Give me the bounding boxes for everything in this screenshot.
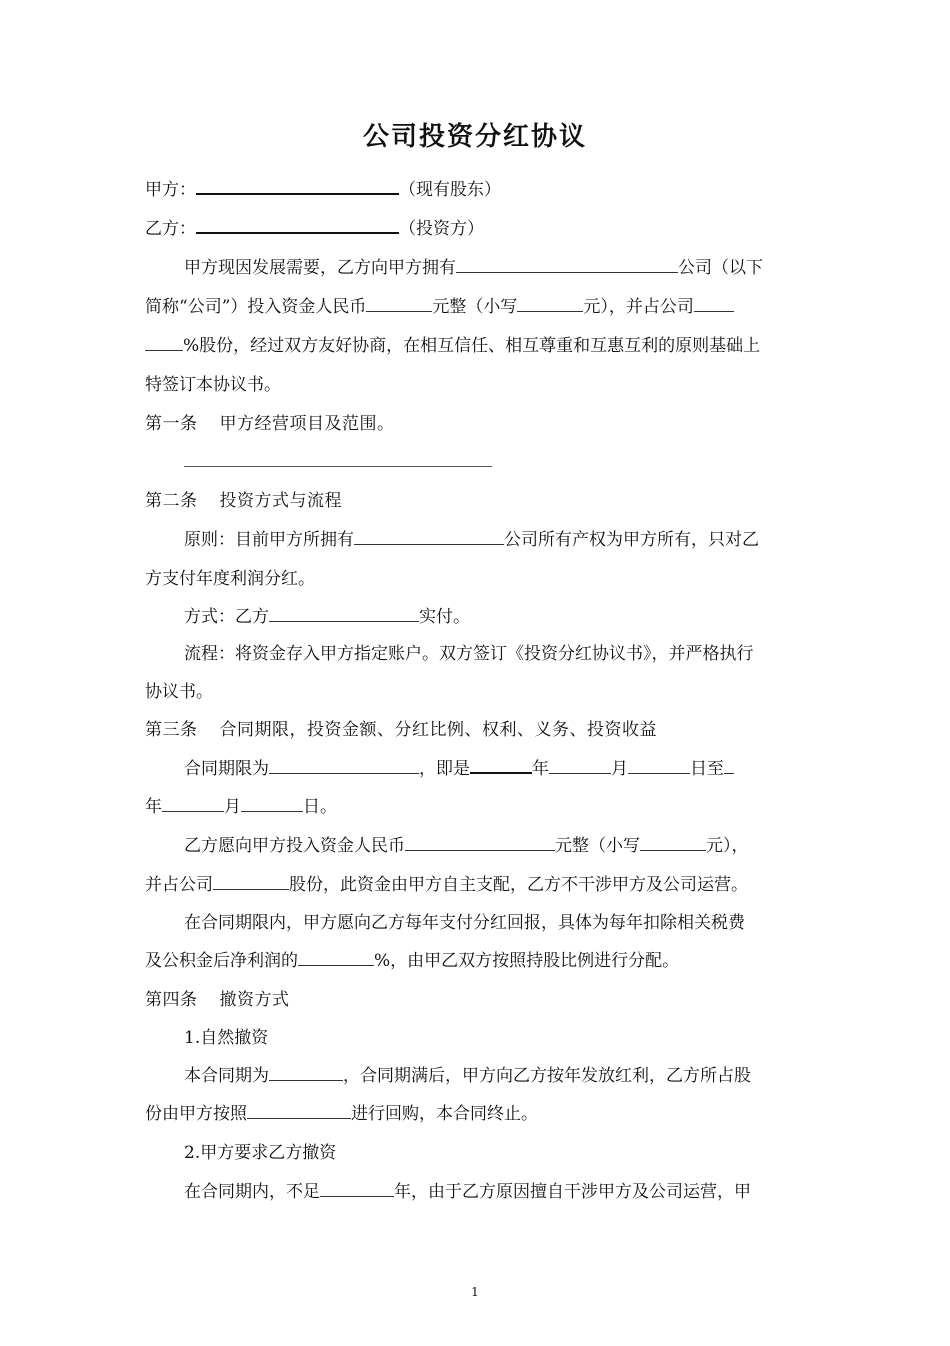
party-a-blank[interactable] xyxy=(196,179,399,195)
body-text: %，由甲乙双方按照持股比例进行分配。 xyxy=(374,951,680,971)
process-line-2 xyxy=(145,680,815,704)
share-blank[interactable] xyxy=(694,297,734,312)
body-text: 公司所有产权为甲方所有，只对乙 xyxy=(504,530,759,550)
article-title: 甲方经营项目及范围。 xyxy=(219,414,395,434)
document-title: 公司投资分红协议 xyxy=(362,122,587,152)
business-scope-blank[interactable] xyxy=(184,466,492,467)
body-text: 在合同期限内，甲方愿向乙方每年支付分红回报，具体为每年扣除相关税费 xyxy=(184,913,745,933)
party-b-line xyxy=(145,217,815,241)
body-text: 日至 xyxy=(690,759,724,779)
start-year-blank[interactable] xyxy=(470,758,532,774)
body-text: 元整（小写 xyxy=(555,836,640,856)
years-blank[interactable] xyxy=(320,1182,394,1197)
article-3-heading xyxy=(145,718,815,742)
section-title: 2.甲方要求乙方撤资 xyxy=(184,1143,337,1163)
body-text: 在合同期内，不足 xyxy=(184,1182,320,1202)
amount-blank[interactable] xyxy=(366,297,432,312)
body-text: 月 xyxy=(611,759,628,779)
article-number: 第一条 xyxy=(145,414,198,434)
payment-blank[interactable] xyxy=(269,607,419,622)
body-text: 份由甲方按照 xyxy=(145,1104,247,1124)
end-year-blank[interactable] xyxy=(724,759,734,774)
section-1-heading xyxy=(184,1026,815,1050)
amount-numeric-blank[interactable] xyxy=(517,297,583,312)
body-text: ，合同期满后，甲方向乙方按年发放红利，乙方所占股 xyxy=(343,1066,751,1086)
section-1-line-2 xyxy=(145,1102,815,1126)
section-2-line-1 xyxy=(184,1180,815,1204)
intro-line-4 xyxy=(145,373,815,397)
dividend-line-2 xyxy=(145,949,815,973)
company-blank[interactable] xyxy=(354,530,504,545)
body-text: ，即是 xyxy=(419,759,470,779)
article-number: 第二条 xyxy=(145,491,198,511)
term-line-1 xyxy=(184,757,815,781)
intro-text: 特签订本协议书。 xyxy=(145,375,281,395)
invest-line-2 xyxy=(145,873,815,897)
intro-line-1 xyxy=(184,256,815,280)
article-title: 撤资方式 xyxy=(219,990,290,1010)
start-day-blank[interactable] xyxy=(628,759,690,774)
body-text: 协议书。 xyxy=(145,682,213,702)
article-number: 第四条 xyxy=(145,990,198,1010)
article-title: 投资方式与流程 xyxy=(219,491,342,511)
share-blank-cont[interactable] xyxy=(145,336,183,351)
section-1-line-1 xyxy=(184,1064,815,1088)
body-text: 年，由于乙方原因擅自干涉甲方及公司运营，甲 xyxy=(394,1182,751,1202)
body-text: 本合同期为 xyxy=(184,1066,269,1086)
body-text: 日。 xyxy=(303,797,337,817)
body-text: 乙方愿向甲方投入资金人民币 xyxy=(184,836,405,856)
invest-numeric-blank[interactable] xyxy=(640,836,706,851)
article-2-heading xyxy=(145,489,815,513)
invest-line-1 xyxy=(184,834,815,858)
intro-text: %股份，经过双方友好协商，在相互信任、相互尊重和互惠互利的原则基础上 xyxy=(183,336,761,356)
article-number: 第三条 xyxy=(145,720,198,740)
body-text: 方支付年度利润分红。 xyxy=(145,569,315,589)
body-text: 并占公司 xyxy=(145,875,213,895)
intro-text: 元整（小写 xyxy=(432,297,518,317)
body-text: 月 xyxy=(224,797,241,817)
principle-line-2 xyxy=(145,567,815,591)
intro-text: 简称“公司”）投入资金人民币 xyxy=(145,297,367,317)
body-text: 及公积金后净利润的 xyxy=(145,951,298,971)
party-a-line xyxy=(145,178,815,202)
body-text: 年 xyxy=(145,797,162,817)
process-line-1 xyxy=(184,642,815,666)
party-b-label: 乙方： xyxy=(145,219,196,239)
section-2-heading xyxy=(184,1141,815,1165)
body-text: 进行回购，本合同终止。 xyxy=(351,1104,538,1124)
body-text: 方式：乙方 xyxy=(184,607,269,627)
end-month-blank[interactable] xyxy=(162,797,224,812)
body-text: 元）， xyxy=(706,836,749,856)
start-month-blank[interactable] xyxy=(549,759,611,774)
invest-amount-blank[interactable] xyxy=(405,836,555,851)
body-text: 合同期限为 xyxy=(184,759,269,779)
body-text: 原则：目前甲方所拥有 xyxy=(184,530,354,550)
end-day-blank[interactable] xyxy=(241,797,303,812)
body-text: 年 xyxy=(532,759,549,779)
dividend-percent-blank[interactable] xyxy=(298,951,374,966)
body-text: 流程：将资金存入甲方指定账户。双方签订《投资分红协议书》，并严格执行 xyxy=(184,644,754,664)
article-1-heading xyxy=(145,412,815,436)
party-b-blank[interactable] xyxy=(196,218,399,234)
party-a-role: （现有股东） xyxy=(399,180,501,200)
party-b-role: （投资方） xyxy=(399,219,484,239)
buyback-blank[interactable] xyxy=(247,1104,351,1119)
page-number: 1 xyxy=(471,1285,479,1299)
party-a-label: 甲方： xyxy=(145,180,196,200)
intro-text: 元），并占公司 xyxy=(583,297,694,317)
term-line-2 xyxy=(145,795,815,819)
method-line xyxy=(184,605,815,629)
body-text: 实付。 xyxy=(419,607,470,627)
intro-text: 甲方现因发展需要，乙方向甲方拥有 xyxy=(184,258,456,278)
contract-period-blank[interactable] xyxy=(269,1066,343,1081)
principle-line-1 xyxy=(184,528,815,552)
section-title: 1.自然撤资 xyxy=(184,1028,269,1048)
intro-line-3 xyxy=(145,334,815,358)
invest-share-blank[interactable] xyxy=(213,875,289,890)
intro-text: 公司（以下 xyxy=(678,258,763,278)
body-text: 股份，此资金由甲方自主支配，乙方不干涉甲方及公司运营。 xyxy=(289,875,748,895)
term-blank[interactable] xyxy=(269,759,419,774)
article-4-heading xyxy=(145,988,815,1012)
company-name-blank[interactable] xyxy=(456,258,678,273)
article-title: 合同期限，投资金额、分红比例、权利、义务、投资收益 xyxy=(219,720,657,740)
intro-line-2 xyxy=(145,295,815,319)
dividend-line-1 xyxy=(184,911,815,935)
